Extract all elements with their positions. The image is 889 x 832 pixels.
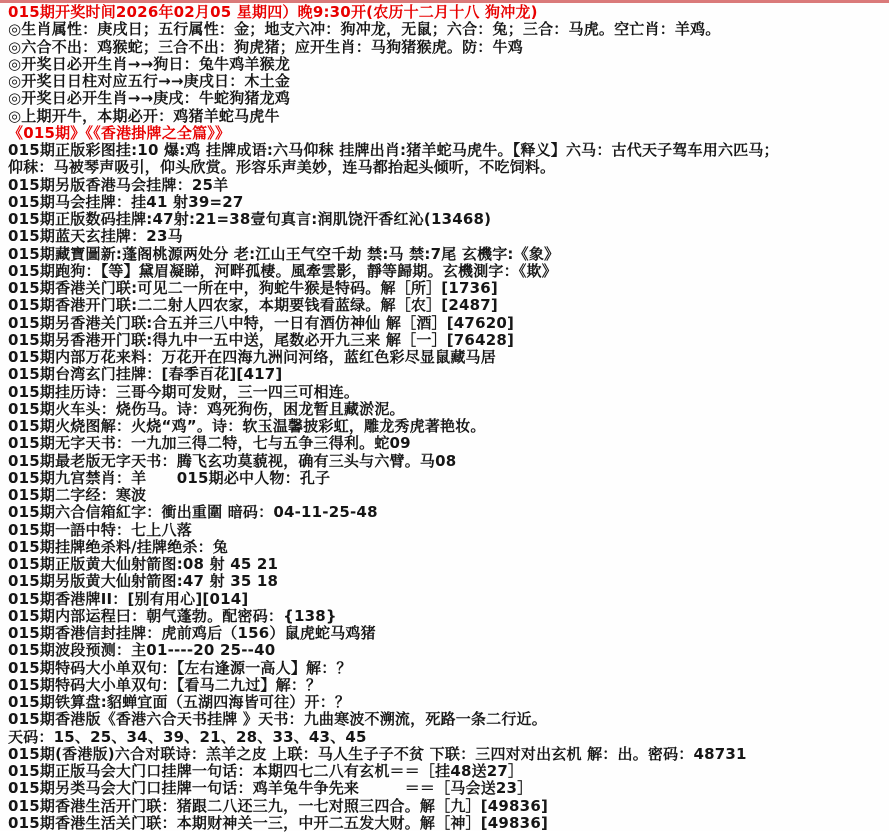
oldest-wordless-book-line: 015期最老版无字天书：腾飞玄功莫藐视，确有三头与六臂。马08 — [8, 452, 457, 470]
zodiac-attributes-line: ◎生肖属性：庚戌日；五行属性：金；地支六冲：狗冲龙，无鼠；六合：兔；三合：马虎。空亡肖：羊鸡。 — [8, 21, 721, 39]
life-close-couplet-line: 015期香港生活关门联：本期财神关一三，中开二五发大财。解［神］[49836] — [8, 814, 549, 832]
heaven-codes-line: 天码：15、25、34、39、21、28、33、43、45 — [8, 728, 367, 746]
alt-gate-guapai-line: 015期另类马会大门口挂牌一句话：鸡羊兔牛争先来 ＝＝［马会送23］ — [8, 780, 533, 798]
internal-wanhua-line: 015期内部万花来料：万花开在四海九洲问河络，蓝红色彩尽显鼠藏马居 — [8, 349, 496, 366]
alt-hk-open-couplet-line: 015期另香港开门联:得九中一五中送，尾数必开九三来 解［一］[76428] — [8, 331, 515, 349]
bluesky-guapai-line: 015期蓝天玄挂牌：23马 — [8, 228, 183, 246]
alt-wong-tai-sin-line: 015期另版黄大仙射箭图:47 射 35 18 — [8, 573, 279, 591]
two-word-scripture-line: 015期二字经：寒波 — [8, 487, 147, 504]
jockey-guapai-line: 015期马会挂牌：挂41 射39=27 — [8, 193, 244, 211]
mailbox-red-words-line: 015期六合信箱紅字：衝出重圍 暗码：04-11-25-48 — [8, 504, 378, 522]
band-prediction-line: 015期波段预测：主01----20 25--40 — [8, 642, 276, 660]
special-code-phrase-1: 015期特码大小单双句：【左右逢源一高人】解：？ — [8, 659, 352, 677]
official-chart-line: 015期正版彩图挂:10 爆:鸡 挂牌成语:六马仰秣 挂牌出肖:猪羊蛇马虎牛。【释义】六马：古代天子驾车用六匹马； — [8, 142, 779, 159]
fire-chart-line: 015期火烧图解：火烧“鸡”。诗：软玉温馨披彩虹，雕龙秀虎著艳妆。 — [8, 418, 486, 435]
hk-open-couplet-line: 015期香港开门联:二二射人四农家，本期要钱看蓝绿。解［农］[2487] — [8, 297, 498, 315]
must-open-zodiac-line-1: ◎开奖日必开生肖→→狗日：兔牛鸡羊猴龙 — [8, 55, 291, 73]
alt-hk-jockey-guapai-line: 015期另版香港马会挂牌：25羊 — [8, 176, 229, 194]
treasure-map-line: 015期藏寶圖新:蓬阁桃源两处分 老:江山王气空千劫 禁:马 禁:7尾 玄機字:《象》 — [8, 245, 560, 263]
hk-close-couplet-line: 015期香港关门联:可见二一所在中，狗蛇牛猴是特码。解［所］[1736] — [8, 280, 498, 297]
calendar-poem-line: 015期挂历诗：三哥今期可发财，三一四三可相连。 — [8, 383, 360, 401]
digital-guapai-line: 015期正版数码挂牌:47射:21=38壹句真言:润肌饶汗香红沁(13468) — [8, 211, 492, 228]
previous-draw-line: ◎上期开牛，本期必开：鸡猪羊蛇马虎牛 — [8, 107, 280, 125]
heaven-book-line: 015期香港版《香港六合天书挂牌 》天书：九曲寒波不溯流，死路一条二行近。 — [8, 711, 547, 729]
wordless-book-line: 015期无字天书：一九加三得二特，七与五争三得利。蛇09 — [8, 435, 411, 453]
wong-tai-sin-arrow-line: 015期正版黄大仙射箭图:08 射 45 21 — [8, 556, 279, 573]
life-open-couplet-line: 015期香港生活开门联：猪跟二八还三九，一七对照三四合。解［九］[49836] — [8, 797, 549, 815]
alt-hk-close-couplet-line: 015期另香港关门联:合五并三八中特，一日有酒仿神仙 解［酒］[47620] — [8, 314, 515, 332]
jiugong-forbidden-line: 015期九宫禁肖：羊 015期必中人物：孔子 — [8, 469, 331, 487]
one-phrase-line: 015期一語中特：七上八落 — [8, 521, 192, 539]
taiwan-guapai-line: 015期台湾玄门挂牌：[春季百花][417] — [8, 366, 283, 384]
train-head-line: 015期火车头：烧伤马。诗：鸡死狗伤，困龙暂且藏淤泥。 — [8, 400, 405, 418]
paogou-line: 015期跑狗：【等】黛眉凝睇，河畔孤棲。風牽雲影，靜等歸期。玄機測字：《欺》 — [8, 262, 557, 280]
hk-envelope-guapai-line: 015期香港信封挂牌：虎前鸡后（156）鼠虎蛇马鸡猪 — [8, 625, 376, 642]
zodiac-exclusion-line: ◎六合不出：鸡猴蛇；三合不出：狗虎猪；应开生肖：马狗猪猴虎。防：牛鸡 — [8, 38, 523, 56]
couplet-poem-line: 015期(香港版)六合对联诗：羔羊之皮 上联：马人生子子不贫 下联：三四对对出玄机 解：出。密码：48731 — [8, 745, 747, 763]
hk-pai-ii-line: 015期香港牌II：[别有用心][014] — [8, 590, 249, 608]
idiom-explanation-line: 仰秣：马被琴声吸引，仰头欣赏。形容乐声美妙，连马都抬起头倾听，不吃饲料。 — [8, 159, 556, 177]
guapai-kill-line: 015期挂牌绝杀料/挂牌绝杀：兔 — [8, 538, 228, 556]
guapai-section-title: 《015期》《《香港掛牌之全篇》》 — [8, 124, 231, 142]
draw-time-header: 015期开奖时间2026年02月05 星期四）晚9:30开(农历十二月十八 狗冲龙) — [8, 4, 538, 21]
special-code-phrase-2: 015期特码大小单双句：【看马二九过】解：？ — [8, 676, 322, 694]
five-elements-line: ◎开奖日日柱对应五行→→庚戌日：木土金 — [8, 73, 291, 90]
iron-abacus-line: 015期铁算盘:貂蝉宜面（五湖四海皆可往）开：？ — [8, 694, 351, 711]
gate-guapai-phrase-line: 015期正版马会大门口挂牌一句话：本期四七二八有玄机＝＝［挂48送27］ — [8, 763, 524, 780]
internal-fortune-line: 015期内部运程曰：朝气蓬勃。配密码：{138} — [8, 607, 337, 625]
must-open-zodiac-line-2: ◎开奖日必开生肖→→庚戌：牛蛇狗猪龙鸡 — [8, 90, 291, 108]
